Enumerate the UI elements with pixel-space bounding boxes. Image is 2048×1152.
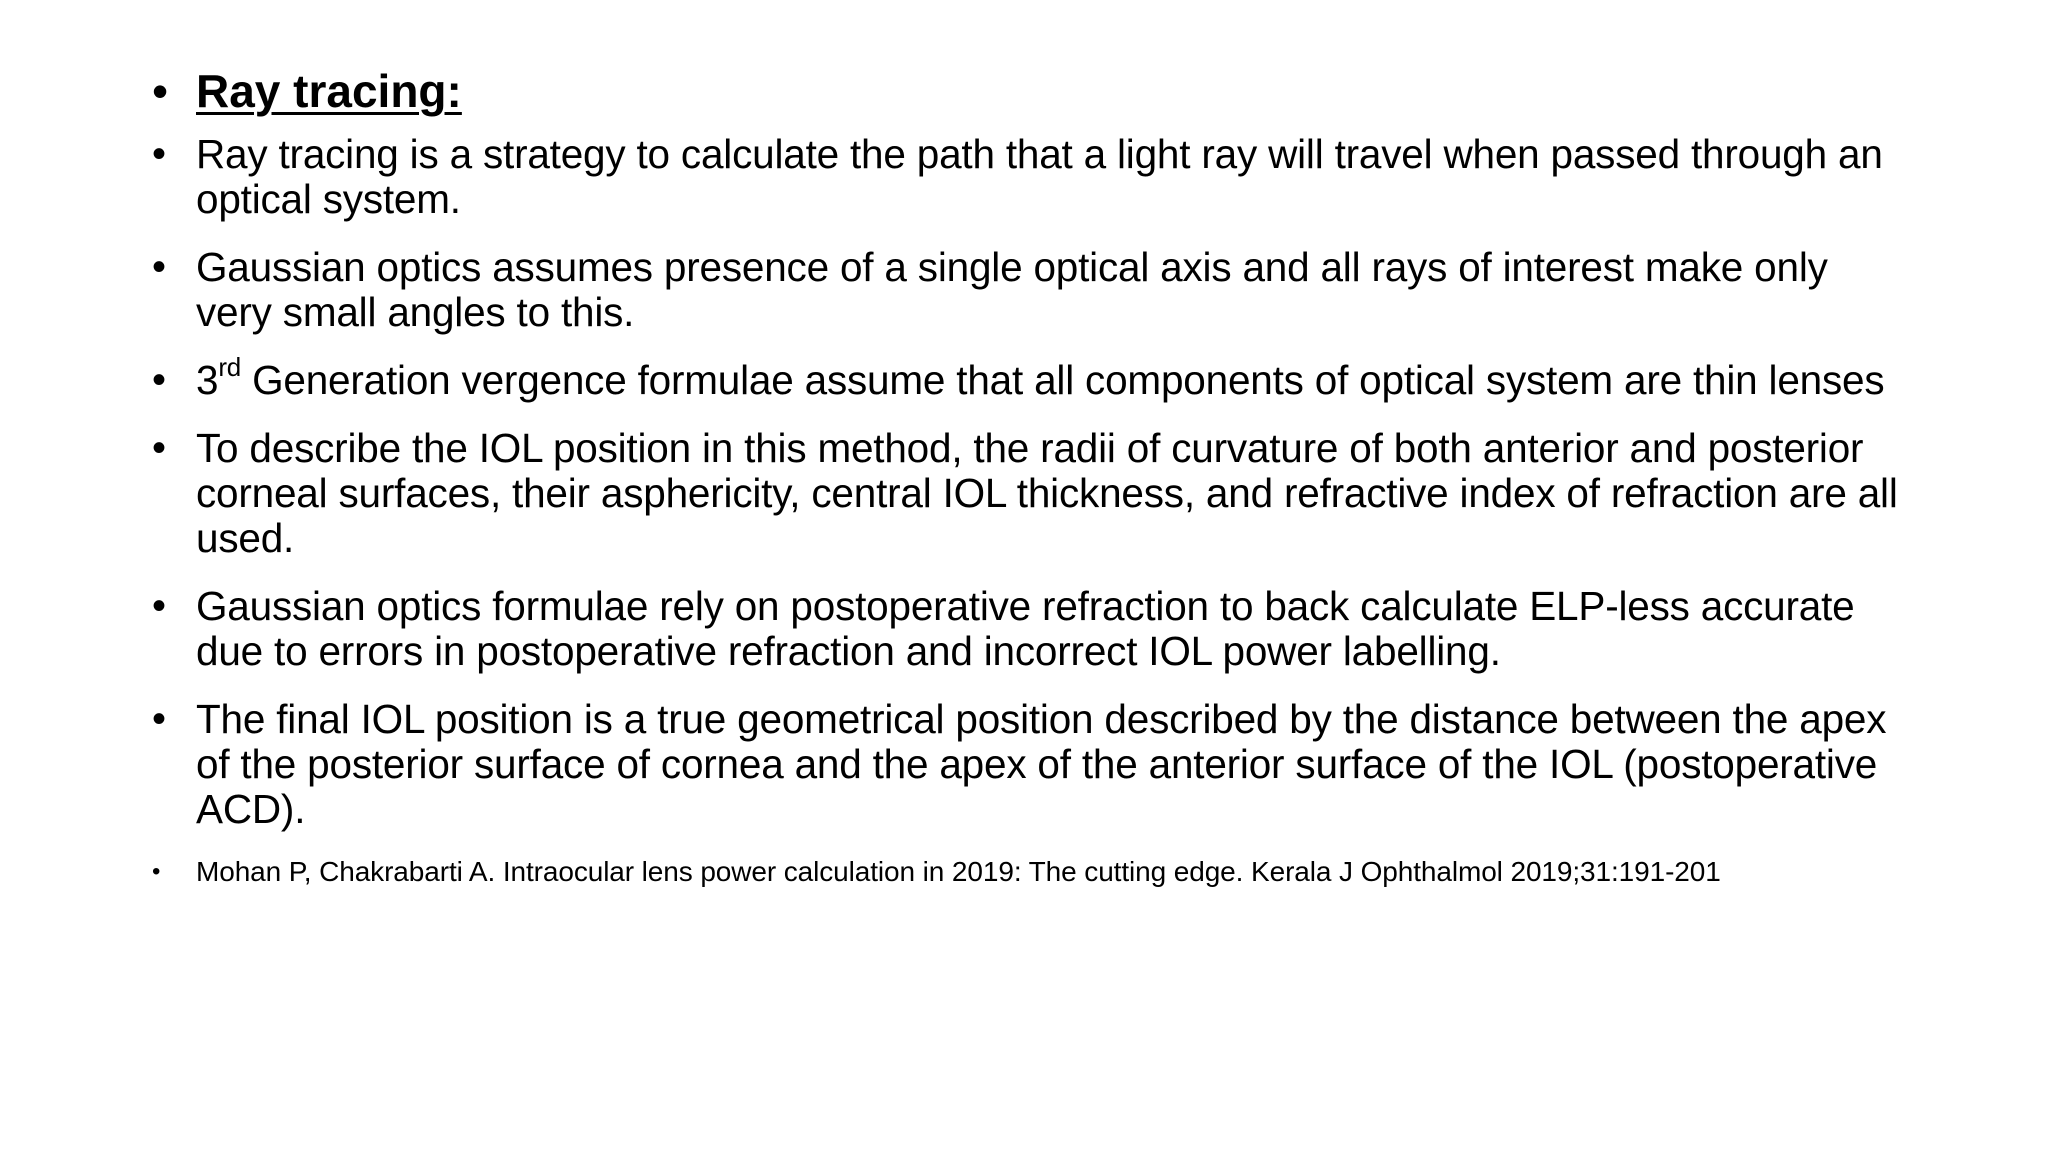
bullet-text: Gaussian optics assumes presence of a single optical axis and all rays of interest make only very small angles to this. (196, 244, 1828, 335)
bullet-text: To describe the IOL position in this method, the radii of curvature of both anterior and posterior corneal surfaces, their asphericity, central IOL thickness, and refractive index of refraction are all used. (196, 425, 1898, 561)
bullet-text: The final IOL position is a true geometrical position described by the distance between the apex of the posterior surface of cornea and the apex of the anterior surface of the IOL (postoperative ACD). (196, 696, 1887, 832)
slide-title: Ray tracing: (196, 65, 462, 117)
ordinal-superscript: rd (218, 351, 242, 382)
bullet-text-prefix: 3 (196, 357, 219, 403)
bullet-icon: • (152, 65, 169, 117)
bullet-item (152, 584, 1912, 674)
bullet-icon: • (152, 584, 166, 628)
bullet-item (152, 245, 1912, 335)
reference-text: Mohan P, Chakrabarti A. Intraocular lens power calculation in 2019: The cutting edge. Kerala J Ophthalmol 2019;31:191-201 (196, 856, 1721, 887)
bullet-text: Gaussian optics formulae rely on postoperative refraction to back calculate ELP-less accurate due to errors in postoperative refraction and incorrect IOL power labelling. (196, 583, 1855, 674)
bullet-item (152, 132, 1912, 222)
bullet-icon: • (152, 132, 166, 176)
bullet-item (152, 697, 1912, 832)
bullet-item (152, 426, 1912, 561)
bullet-icon: • (152, 697, 166, 741)
bullet-list (152, 62, 1912, 889)
bullet-item (152, 351, 1912, 403)
bullet-icon: • (152, 245, 166, 289)
reference-item (152, 855, 1912, 889)
bullet-text: Ray tracing is a strategy to calculate the path that a light ray will travel when passed through an optical system. (196, 131, 1883, 222)
bullet-icon: • (152, 858, 161, 885)
bullet-icon: • (152, 358, 166, 402)
bullet-icon: • (152, 426, 166, 470)
slide-title-item (152, 62, 1912, 120)
bullet-text: Generation vergence formulae assume that all components of optical system are thin lenses (241, 357, 1885, 403)
